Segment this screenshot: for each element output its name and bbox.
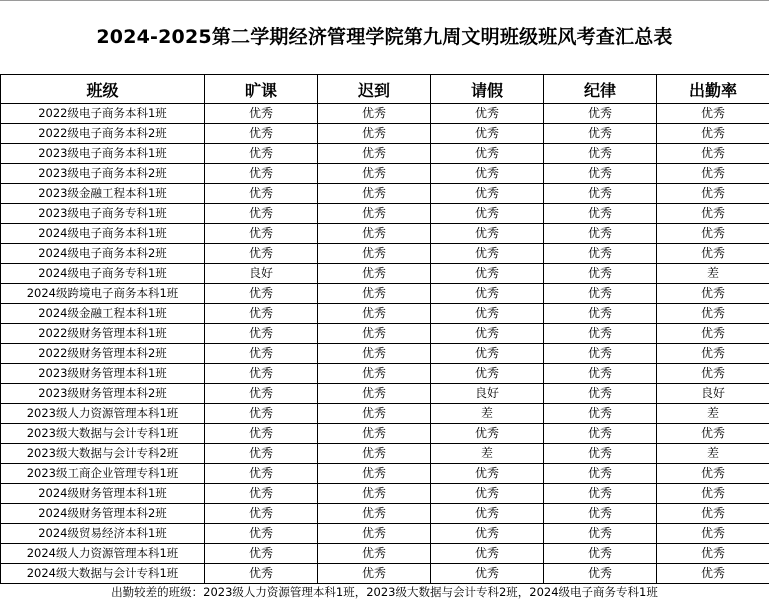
discipline-cell: 优秀 (544, 204, 657, 224)
late-cell: 优秀 (318, 444, 431, 464)
late-cell: 优秀 (318, 504, 431, 524)
discipline-cell: 优秀 (544, 224, 657, 244)
leave-cell: 优秀 (431, 204, 544, 224)
absence-cell: 优秀 (205, 204, 318, 224)
absence-cell: 优秀 (205, 324, 318, 344)
attendance-cell: 优秀 (657, 544, 769, 564)
header-row (1, 75, 769, 104)
attendance-cell: 优秀 (657, 304, 769, 324)
late-cell: 优秀 (318, 244, 431, 264)
table-row (1, 144, 769, 164)
late-cell: 优秀 (318, 484, 431, 504)
table-row (1, 324, 769, 344)
class-cell: 2023级电子商务专科1班 (1, 204, 205, 224)
attendance-cell: 差 (657, 264, 769, 284)
table-row (1, 284, 769, 304)
table-row (1, 564, 769, 584)
discipline-cell: 优秀 (544, 184, 657, 204)
attendance-cell: 优秀 (657, 424, 769, 444)
table-row (1, 444, 769, 464)
attendance-cell: 优秀 (657, 104, 769, 124)
top-border (0, 0, 769, 1)
class-cell: 2023级大数据与会计专科1班 (1, 424, 205, 444)
discipline-cell: 优秀 (544, 304, 657, 324)
late-cell: 优秀 (318, 204, 431, 224)
late-cell: 优秀 (318, 284, 431, 304)
leave-cell: 优秀 (431, 304, 544, 324)
discipline-cell: 优秀 (544, 424, 657, 444)
leave-cell: 差 (431, 444, 544, 464)
late-cell: 优秀 (318, 544, 431, 564)
class-cell: 2022级财务管理本科1班 (1, 324, 205, 344)
class-cell: 2024级大数据与会计专科1班 (1, 564, 205, 584)
late-cell: 优秀 (318, 264, 431, 284)
header-class: 班级 (1, 75, 205, 104)
leave-cell: 良好 (431, 384, 544, 404)
table-row (1, 164, 769, 184)
absence-cell: 优秀 (205, 484, 318, 504)
class-cell: 2023级工商企业管理专科1班 (1, 464, 205, 484)
attendance-cell: 优秀 (657, 484, 769, 504)
table-row (1, 244, 769, 264)
late-cell: 优秀 (318, 364, 431, 384)
attendance-cell: 优秀 (657, 344, 769, 364)
absence-cell: 优秀 (205, 464, 318, 484)
discipline-cell: 优秀 (544, 164, 657, 184)
attendance-cell: 优秀 (657, 364, 769, 384)
class-cell: 2024级电子商务专科1班 (1, 264, 205, 284)
summary-table (0, 74, 769, 584)
class-cell: 2023级电子商务本科1班 (1, 144, 205, 164)
leave-cell: 优秀 (431, 544, 544, 564)
class-cell: 2023级人力资源管理本科1班 (1, 404, 205, 424)
absence-cell: 优秀 (205, 104, 318, 124)
late-cell: 优秀 (318, 104, 431, 124)
attendance-cell: 优秀 (657, 204, 769, 224)
class-cell: 2023级财务管理本科1班 (1, 364, 205, 384)
late-cell: 优秀 (318, 124, 431, 144)
class-cell: 2023级金融工程本科1班 (1, 184, 205, 204)
attendance-cell: 优秀 (657, 184, 769, 204)
absence-cell: 优秀 (205, 424, 318, 444)
header-leave: 请假 (431, 75, 544, 104)
table-row (1, 364, 769, 384)
class-cell: 2024级人力资源管理本科1班 (1, 544, 205, 564)
leave-cell: 优秀 (431, 184, 544, 204)
leave-cell: 优秀 (431, 244, 544, 264)
table-row (1, 464, 769, 484)
attendance-cell: 优秀 (657, 524, 769, 544)
header-attendance: 出勤率 (657, 75, 769, 104)
absence-cell: 优秀 (205, 364, 318, 384)
absence-cell: 优秀 (205, 224, 318, 244)
late-cell: 优秀 (318, 324, 431, 344)
attendance-cell: 优秀 (657, 284, 769, 304)
leave-cell: 优秀 (431, 144, 544, 164)
attendance-cell: 优秀 (657, 164, 769, 184)
table-row (1, 484, 769, 504)
leave-cell: 优秀 (431, 484, 544, 504)
absence-cell: 优秀 (205, 284, 318, 304)
attendance-cell: 优秀 (657, 144, 769, 164)
absence-cell: 优秀 (205, 384, 318, 404)
class-cell: 2024级电子商务本科2班 (1, 244, 205, 264)
attendance-cell: 优秀 (657, 244, 769, 264)
leave-cell: 优秀 (431, 504, 544, 524)
leave-cell: 差 (431, 404, 544, 424)
absence-cell: 优秀 (205, 544, 318, 564)
table-row (1, 104, 769, 124)
header-absence: 旷课 (205, 75, 318, 104)
class-cell: 2024级跨境电子商务本科1班 (1, 284, 205, 304)
absence-cell: 优秀 (205, 344, 318, 364)
header-late: 迟到 (318, 75, 431, 104)
discipline-cell: 优秀 (544, 124, 657, 144)
table-row (1, 404, 769, 424)
table-row (1, 304, 769, 324)
class-cell: 2024级财务管理本科2班 (1, 504, 205, 524)
discipline-cell: 优秀 (544, 484, 657, 504)
leave-cell: 优秀 (431, 564, 544, 584)
leave-cell: 优秀 (431, 464, 544, 484)
table-body (1, 104, 769, 584)
discipline-cell: 优秀 (544, 244, 657, 264)
discipline-cell: 优秀 (544, 444, 657, 464)
absence-cell: 优秀 (205, 564, 318, 584)
table-row (1, 204, 769, 224)
late-cell: 优秀 (318, 184, 431, 204)
discipline-cell: 优秀 (544, 364, 657, 384)
table-row (1, 264, 769, 284)
page-title: 2024-2025第二学期经济管理学院第九周文明班级班风考查汇总表 (96, 26, 673, 48)
discipline-cell: 优秀 (544, 464, 657, 484)
absence-cell: 优秀 (205, 404, 318, 424)
leave-cell: 优秀 (431, 284, 544, 304)
leave-cell: 优秀 (431, 344, 544, 364)
attendance-cell: 优秀 (657, 324, 769, 344)
leave-cell: 优秀 (431, 524, 544, 544)
table-row (1, 344, 769, 364)
table-row (1, 424, 769, 444)
attendance-cell: 优秀 (657, 464, 769, 484)
late-cell: 优秀 (318, 144, 431, 164)
footnote: 出勤较差的班级：2023级人力资源管理本科1班，2023级大数据与会计专科2班，2024级电子商务专科1班 (111, 585, 658, 599)
attendance-cell: 优秀 (657, 564, 769, 584)
absence-cell: 优秀 (205, 444, 318, 464)
discipline-cell: 优秀 (544, 404, 657, 424)
class-cell: 2024级电子商务本科1班 (1, 224, 205, 244)
attendance-cell: 优秀 (657, 504, 769, 524)
absence-cell: 优秀 (205, 144, 318, 164)
discipline-cell: 优秀 (544, 144, 657, 164)
class-cell: 2024级财务管理本科1班 (1, 484, 205, 504)
absence-cell: 优秀 (205, 304, 318, 324)
leave-cell: 优秀 (431, 364, 544, 384)
absence-cell: 良好 (205, 264, 318, 284)
table-row (1, 224, 769, 244)
absence-cell: 优秀 (205, 244, 318, 264)
leave-cell: 优秀 (431, 424, 544, 444)
table-row (1, 384, 769, 404)
late-cell: 优秀 (318, 424, 431, 444)
absence-cell: 优秀 (205, 184, 318, 204)
class-cell: 2022级电子商务本科1班 (1, 104, 205, 124)
class-cell: 2024级金融工程本科1班 (1, 304, 205, 324)
table-row (1, 124, 769, 144)
class-cell: 2023级电子商务本科2班 (1, 164, 205, 184)
leave-cell: 优秀 (431, 164, 544, 184)
absence-cell: 优秀 (205, 504, 318, 524)
attendance-cell: 良好 (657, 384, 769, 404)
absence-cell: 优秀 (205, 164, 318, 184)
absence-cell: 优秀 (205, 524, 318, 544)
attendance-cell: 差 (657, 444, 769, 464)
class-cell: 2023级大数据与会计专科2班 (1, 444, 205, 464)
attendance-cell: 差 (657, 404, 769, 424)
table-row (1, 184, 769, 204)
class-cell: 2023级财务管理本科2班 (1, 384, 205, 404)
discipline-cell: 优秀 (544, 264, 657, 284)
leave-cell: 优秀 (431, 104, 544, 124)
late-cell: 优秀 (318, 404, 431, 424)
late-cell: 优秀 (318, 384, 431, 404)
leave-cell: 优秀 (431, 324, 544, 344)
leave-cell: 优秀 (431, 224, 544, 244)
late-cell: 优秀 (318, 224, 431, 244)
discipline-cell: 优秀 (544, 284, 657, 304)
late-cell: 优秀 (318, 304, 431, 324)
table-row (1, 524, 769, 544)
discipline-cell: 优秀 (544, 324, 657, 344)
late-cell: 优秀 (318, 464, 431, 484)
discipline-cell: 优秀 (544, 544, 657, 564)
discipline-cell: 优秀 (544, 384, 657, 404)
table-row (1, 504, 769, 524)
header-discipline: 纪律 (544, 75, 657, 104)
class-cell: 2022级财务管理本科2班 (1, 344, 205, 364)
late-cell: 优秀 (318, 164, 431, 184)
late-cell: 优秀 (318, 524, 431, 544)
leave-cell: 优秀 (431, 124, 544, 144)
attendance-cell: 优秀 (657, 224, 769, 244)
leave-cell: 优秀 (431, 264, 544, 284)
discipline-cell: 优秀 (544, 504, 657, 524)
discipline-cell: 优秀 (544, 524, 657, 544)
late-cell: 优秀 (318, 344, 431, 364)
discipline-cell: 优秀 (544, 104, 657, 124)
absence-cell: 优秀 (205, 124, 318, 144)
table-row (1, 544, 769, 564)
discipline-cell: 优秀 (544, 564, 657, 584)
discipline-cell: 优秀 (544, 344, 657, 364)
class-cell: 2022级电子商务本科2班 (1, 124, 205, 144)
late-cell: 优秀 (318, 564, 431, 584)
attendance-cell: 优秀 (657, 124, 769, 144)
class-cell: 2024级贸易经济本科1班 (1, 524, 205, 544)
